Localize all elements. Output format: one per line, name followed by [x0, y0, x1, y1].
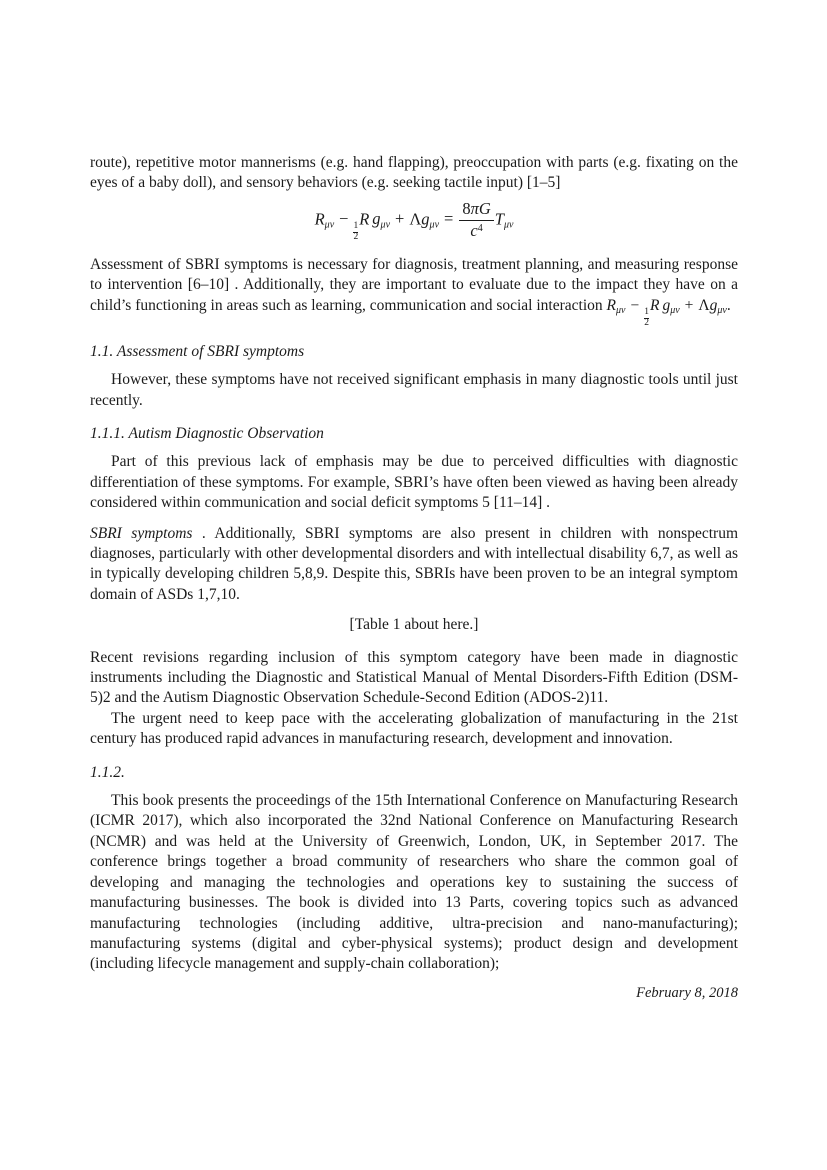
section-heading-1-1: 1.1. Assessment of SBRI symptoms [90, 342, 305, 360]
math-T: T [494, 209, 504, 229]
math-R: R [359, 209, 370, 229]
paragraph-sbri-rest: . Additionally, SBRI symptoms are also present in children with nonspectrum diagnoses, particularly with other developmental disorders and with intellectual disability 6,7, as well as in typically developing children 5,8,9. Despite this, SBRIs have been proven to be an integral symptom domain of ASDs 1,7,10. [90, 524, 738, 603]
math-sub-munu: μν [380, 219, 391, 231]
table-placeholder-note: [Table 1 about here.] [349, 616, 479, 634]
math-c4-den [459, 220, 493, 241]
paragraph-continuation: route), repetitive motor mannerisms (e.g. hand flapping), preoccupation with parts (e.g. fixating on the eyes of a baby doll), and sensory behaviors (e.g. seeking tactile input) [1–5] [90, 154, 738, 192]
paragraph-lack-of-emphasis: Part of this previous lack of emphasis may be due to perceived difficulties with diagnostic differentiation of these symptoms. For example, SBRI’s have often been viewed as having been already considered within communication and social deficit symptoms 5 [11–14] . [90, 453, 738, 512]
section-heading-1-1-2: 1.1.2. [90, 763, 125, 781]
math-half-fraction [353, 222, 358, 243]
math-minus: − [630, 296, 640, 314]
paragraph-urgent-need: The urgent need to keep pace with the accelerating globalization of manufacturing in the 21st century has produced rapid advances in manufacturing research, development and innovation. [90, 709, 738, 748]
math-minus: − [339, 209, 349, 229]
math-8piG-fraction [459, 200, 493, 241]
math-R: R [606, 296, 616, 314]
paragraph-assessment-period: . [726, 296, 731, 314]
math-g: g [421, 209, 430, 229]
math-g: g [662, 296, 671, 314]
paragraph-assessment-text: Assessment of SBRI symptoms is necessary for diagnosis, treatment planning, and measuring response to intervention [6–10] . Additionally, they are important to evaluate due to the impact they have on a child’s functioning in areas such as learning, communication and social interaction [90, 256, 738, 314]
math-g: g [372, 209, 381, 229]
math-plus: + [395, 209, 405, 229]
math-eight: 8 [462, 198, 471, 218]
math-g: g [709, 296, 718, 314]
paragraph-recent-revisions: Recent revisions regarding inclusion of this symptom category have been made in diagnostic instruments including the Diagnostic and Statistical Manual of Mental Disorders-Fifth Edition (DSM-5)2 and the Autism Diagnostic Observation Schedule-Second Edition (ADOS-2)11. [90, 648, 738, 707]
math-sub-munu: μν [717, 304, 727, 316]
math-piG: πG [470, 198, 491, 218]
math-equals: = [444, 209, 454, 229]
math-R: R [649, 296, 660, 314]
math-sub-munu: μν [670, 304, 680, 316]
math-half-fraction [644, 308, 649, 329]
section-heading-1-1-1: 1.1.1. Autism Diagnostic Observation [90, 424, 324, 442]
math-sub-munu: μν [503, 219, 514, 231]
math-lambda: Λ [698, 296, 710, 314]
paragraph-book-proceedings: This book presents the proceedings of the 15th International Conference on Manufacturing Research (ICMR 2017), which also incorporated the 32nd National Conference on Manufacturing Research (NCMR) and was held at the University of Greenwich, London, UK, in September 2017. The conference brings together a broad community of researchers who share the common goal of developing and managing the technologies and operations key to sustaining the success of manufacturing businesses. The book is divided into 13 Parts, covering topics such as advanced manufacturing technologies (including additive, ultra-precision and nano-manufacturing); manufacturing systems (digital and cyber-physical systems); product design and development (including lifecycle management and supply-chain collaboration); [90, 792, 738, 973]
inline-equation [606, 296, 727, 328]
math-half-num: 1 [353, 221, 359, 232]
math-half-num: 1 [644, 306, 649, 317]
display-equation [90, 200, 738, 243]
math-half-den: 2 [644, 317, 649, 328]
math-c: c [470, 220, 478, 240]
math-sub-munu: μν [324, 219, 335, 231]
paragraph-assessment [90, 255, 738, 329]
paragraph-sbri-symptoms [90, 524, 738, 606]
math-R: R [314, 209, 325, 229]
paper-content [90, 0, 738, 1003]
footer-date: February 8, 2018 [636, 984, 738, 1001]
math-four-exp: 4 [477, 222, 483, 234]
math-half-den: 2 [353, 232, 359, 243]
math-sub-munu: μν [616, 304, 626, 316]
math-8piG-num [459, 200, 493, 220]
run-in-heading-sbri: SBRI symptoms [90, 524, 193, 542]
math-plus: + [684, 296, 694, 314]
paragraph-however: However, these symptoms have not received significant emphasis in many diagnostic tools until just recently. [90, 371, 738, 409]
math-lambda: Λ [409, 209, 422, 229]
math-sub-munu: μν [429, 219, 440, 231]
